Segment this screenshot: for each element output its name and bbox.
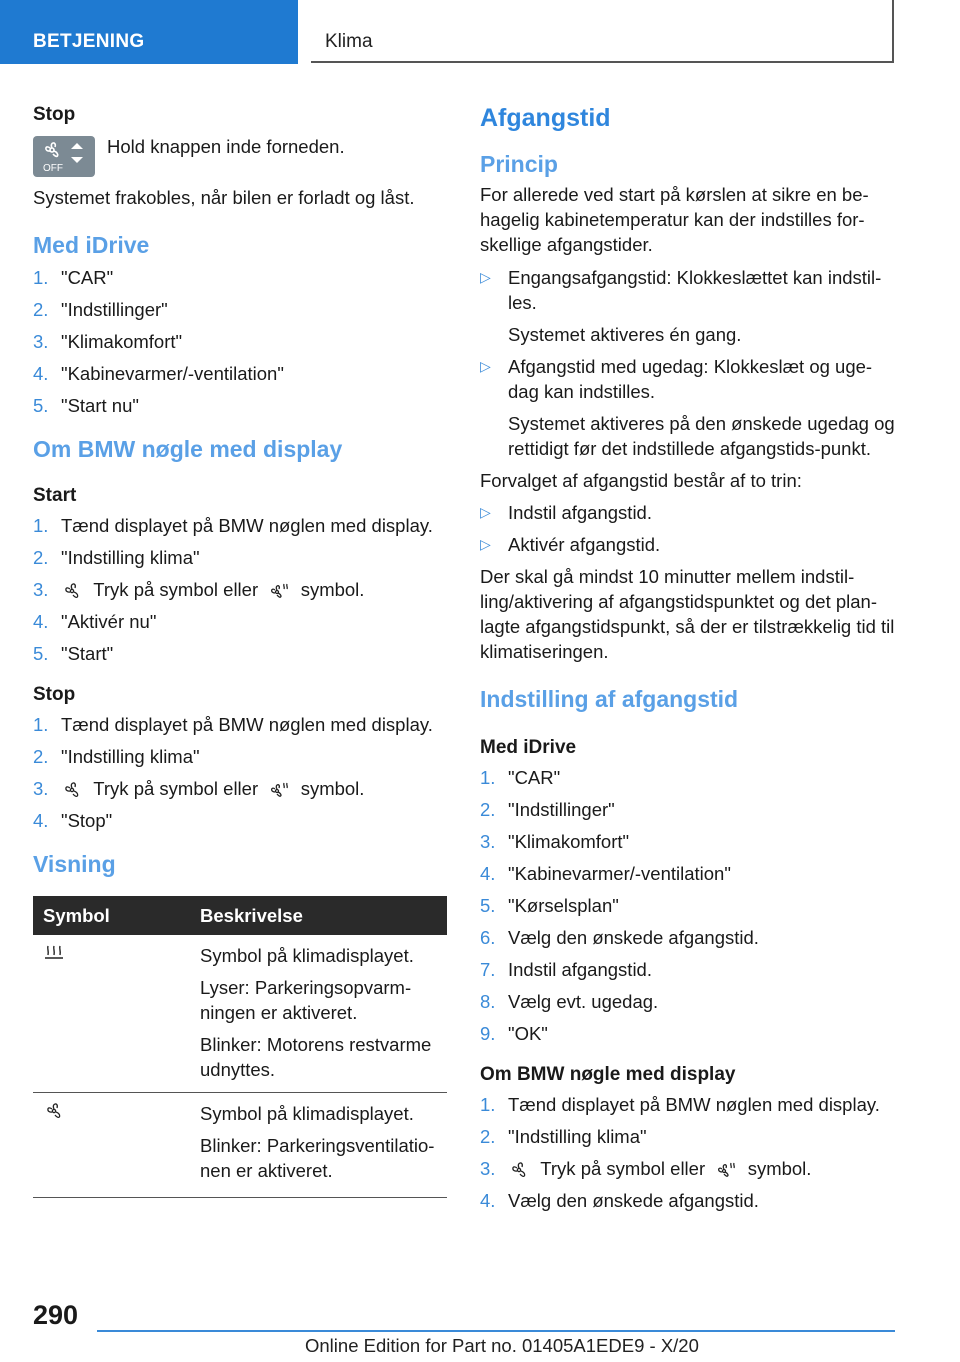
list-item: 1. Tænd displayet på BMW nøglen med display. — [33, 714, 433, 735]
symbol-table — [33, 896, 447, 1198]
ventilation-icon — [61, 780, 83, 800]
list-item: 1. Tænd displayet på BMW nøglen med display. — [33, 515, 433, 536]
afgangstid-heading: Afgangstid — [480, 104, 611, 132]
table-cell — [33, 1093, 190, 1198]
list-item: 3. "Klimakomfort" — [480, 831, 630, 852]
list-item: ▷ Indstil afgangstid. — [480, 502, 652, 523]
topic-tab — [311, 0, 894, 63]
list-item: ▷ Engangsafgangstid: Klokkeslættet kan indstil-les. Systemet aktiveres én gang. — [480, 267, 882, 345]
idrive-steps-right — [480, 765, 895, 1046]
heated-ventilation-icon — [268, 780, 290, 800]
section-tab — [0, 0, 298, 64]
idrive-title: Med iDrive — [480, 737, 577, 758]
indstilling-heading: Indstilling af afgangstid — [480, 686, 739, 712]
key-title: Om BMW nøgle med display — [480, 1064, 736, 1085]
list-item: 4. "Kabinevarmer/-ventilation" — [480, 863, 731, 884]
stop-instruction-row — [33, 134, 447, 177]
table-cell: Symbol på klimadisplayet. Blinker: Parkeringsventilatio-nen er aktiveret. — [190, 1093, 447, 1198]
list-item: 3. Tryk på symbol eller symbol. — [480, 1158, 812, 1179]
list-item: 2. "Indstillinger" — [480, 799, 615, 820]
list-item: 2. "Indstilling klima" — [33, 547, 200, 568]
stop-title: Stop — [33, 104, 76, 125]
table-header: Symbol — [33, 896, 190, 935]
list-item: 5. "Start" — [33, 643, 114, 664]
ventilation-icon — [61, 581, 83, 601]
list-item: 5. "Start nu" — [33, 395, 139, 416]
visning-heading: Visning — [33, 851, 116, 877]
left-column — [33, 96, 447, 1198]
trin-list — [480, 500, 895, 557]
edition-text: Online Edition for Part no. 01405A1EDE9 - X/20 — [305, 1335, 699, 1356]
list-item: 6. Vælg den ønskede afgangstid. — [480, 927, 759, 948]
list-item: ▷ Aktivér afgangstid. — [480, 534, 661, 555]
table-cell — [33, 935, 190, 1093]
stop2-title: Stop — [33, 684, 76, 705]
key-steps-right — [480, 1092, 895, 1213]
page-number: 290 — [33, 1300, 79, 1330]
parking-heater-icon — [43, 943, 65, 963]
list-item: 3. Tryk på symbol eller symbol. — [33, 778, 365, 799]
princip-heading: Princip — [480, 151, 558, 177]
forvalget-text: Forvalget af afgangstid består af to trin: — [480, 470, 802, 491]
list-item: 2. "Indstilling klima" — [33, 746, 200, 767]
ventilation-icon — [508, 1160, 530, 1180]
list-item: 9. "OK" — [480, 1023, 548, 1044]
list-item: 1. Tænd displayet på BMW nøglen med display. — [480, 1094, 880, 1115]
table-row — [33, 935, 447, 1093]
list-item: 3. Tryk på symbol eller symbol. — [33, 579, 365, 600]
idrive-heading: Med iDrive — [33, 232, 150, 258]
key-heading: Om BMW nøgle med display — [33, 436, 343, 462]
list-item: 4. "Stop" — [33, 810, 113, 831]
list-item: ▷ Afgangstid med ugedag: Klokkeslæt og uge-dag kan indstilles. Systemet aktiveres på den ønskede ugedag og rettidigt før det indstillede afgangstids-punkt. — [480, 356, 895, 459]
list-item: 8. Vælg evt. ugedag. — [480, 991, 659, 1012]
list-item: 5. "Kørselsplan" — [480, 895, 619, 916]
fan-off-button-icon — [33, 136, 95, 177]
section-label: BETJENING — [33, 31, 145, 52]
stop2-steps — [33, 712, 447, 833]
interval-note: Der skal gå mindst 10 minutter mellem indstil-ling/aktivering af afgangstidspunktet og det plan-lagte afgangstidspunkt, så der er tilstrækkelig tid til klimatiseringen. — [480, 566, 895, 662]
idrive-steps — [33, 265, 447, 418]
off-label: OFF — [43, 163, 63, 174]
princip-text: For allerede ved start på kørslen at sikre en be-hagelig kabinetemperatur kan der indstilles for-skellige afgangstider. — [480, 184, 869, 255]
heated-ventilation-icon — [268, 581, 290, 601]
list-item: 2. "Indstilling klima" — [480, 1126, 647, 1147]
ventilation-icon — [43, 1101, 65, 1121]
list-item: 4. "Aktivér nu" — [33, 611, 157, 632]
list-item: 1. "CAR" — [480, 767, 561, 788]
table-row — [33, 1093, 447, 1198]
stop-note: Systemet frakobles, når bilen er forladt og låst. — [33, 187, 415, 208]
footer-divider — [97, 1330, 895, 1332]
list-item: 7. Indstil afgangstid. — [480, 959, 652, 980]
start-steps — [33, 513, 447, 666]
table-header-row — [33, 896, 447, 935]
list-item: 4. "Kabinevarmer/-ventilation" — [33, 363, 284, 384]
stop-instruction: Hold knappen inde forneden. — [107, 136, 345, 157]
heated-ventilation-icon — [715, 1160, 737, 1180]
table-cell: Symbol på klimadisplayet. Lyser: Parkeringsopvarm-ningen er aktiveret. Blinker: Motorens restvarme udnyttes. — [190, 935, 447, 1093]
right-column — [480, 96, 895, 1220]
list-item: 4. Vælg den ønskede afgangstid. — [480, 1190, 759, 1211]
afgangstid-types — [480, 265, 895, 461]
list-item: 2. "Indstillinger" — [33, 299, 168, 320]
start-title: Start — [33, 485, 77, 506]
table-header: Beskrivelse — [190, 896, 447, 935]
list-item: 3. "Klimakomfort" — [33, 331, 183, 352]
list-item: 1. "CAR" — [33, 267, 114, 288]
topic-label: Klima — [325, 31, 373, 52]
